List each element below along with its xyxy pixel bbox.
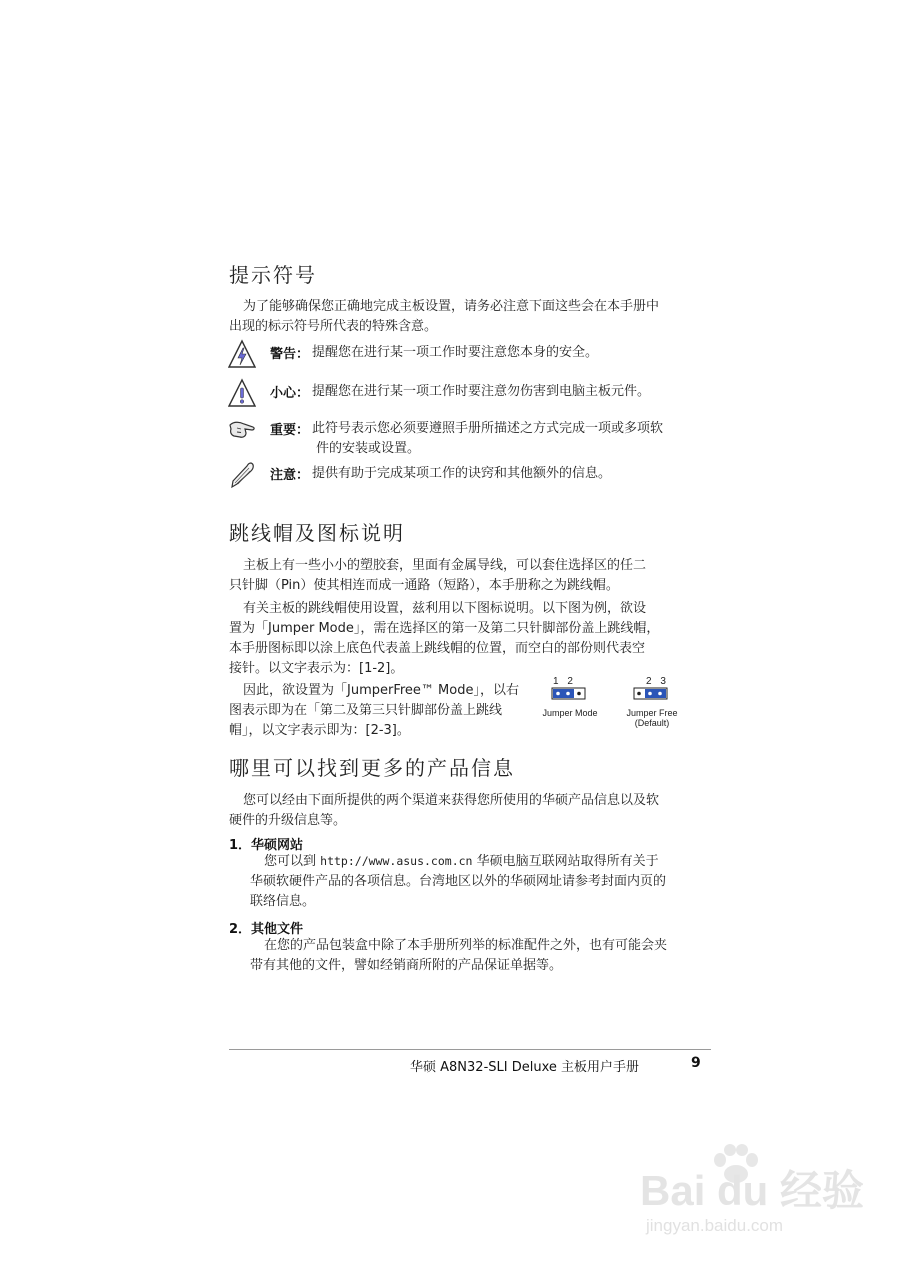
section2-paragraph1: 主板上有一些小小的塑胶套，里面有金属导线，可以套住选择区的任二 只针脚（Pin）使其相连而成一通路（短路），本手册称之为跳线帽。	[229, 558, 647, 593]
item-heading-asus-website: 1．华硕网站	[229, 838, 304, 853]
jumper-caption-default: (Default)	[634, 718, 670, 728]
jumper-pin-numbers: 2 3	[646, 676, 669, 687]
section-title-notice-symbols: 提示符号	[229, 263, 317, 287]
page-number: 9	[691, 1055, 701, 1071]
section2-paragraph2: 有关主板的跳线帽使用设置，兹利用以下图标说明。以下图为例，欲设 置为「Jumper Mode」，需在选择区的第一及第二只针脚部份盖上跳线帽， 本手册图标即以涂上底色代表盖上跳线帽的位置，而空白的部份则代表空 接针。以文字表示为：[1-2]。	[229, 601, 660, 676]
notice-note	[228, 460, 698, 494]
jumper-mode-diagram	[538, 676, 602, 718]
jumper-pins-graphic	[620, 687, 684, 701]
section3-intro: 您可以经由下面所提供的两个渠道来获得您所使用的华硕产品信息以及软 硬件的升级信息等。	[229, 793, 660, 828]
notice-text: 此符号表示您必须要遵照手册所描述之方式完成一项或多项软 件的安装或设置。	[312, 421, 664, 456]
jumper-free-diagram	[620, 676, 684, 728]
jumper-caption: Jumper Mode	[542, 708, 598, 718]
notice-text: 提供有助于完成某项工作的诀窍和其他额外的信息。	[312, 466, 612, 481]
pen-note-icon	[228, 460, 256, 490]
notice-label: 注意：	[270, 468, 310, 483]
item-body-other-documents: 在您的产品包装盒中除了本手册所列举的标准配件之外，也有可能会夹 带有其他的文件，譬如经销商所附的产品保证单据等。	[250, 938, 668, 973]
asus-url-link[interactable]: http://www.asus.com.cn	[320, 854, 473, 868]
jumper-caption: Jumper Free	[626, 708, 678, 718]
footer-manual-title: 华硕 A8N32-SLI Deluxe 主板用户手册	[410, 1060, 639, 1075]
item-heading-other-documents: 2．其他文件	[229, 922, 304, 937]
notice-label: 警告：	[270, 347, 310, 362]
notice-label: 重要：	[270, 423, 310, 438]
notice-text: 提醒您在进行某一项工作时要注意您本身的安全。	[312, 345, 599, 360]
notice-important	[228, 415, 698, 459]
section-title-more-info: 哪里可以找到更多的产品信息	[229, 756, 515, 780]
watermark-brand: Bai du 经验	[640, 1167, 865, 1214]
notice-text: 提醒您在进行某一项工作时要注意勿伤害到电脑主板元件。	[312, 384, 651, 399]
watermark-url: jingyan.baidu.com	[646, 1216, 784, 1235]
jumper-pin-numbers: 1 2	[553, 676, 576, 687]
lightning-warning-icon	[228, 339, 256, 369]
exclamation-caution-icon	[228, 378, 256, 408]
notice-warning	[228, 339, 698, 373]
item-body-asus-website: 您可以到 http://www.asus.com.cn 华硕电脑互联网站取得所有关于 华硕软硬件产品的各项信息。台湾地区以外的华硕网址请参考封面内页的 联络信息。	[250, 854, 667, 909]
section1-intro: 为了能够确保您正确地完成主板设置，请务必注意下面这些会在本手册中 出现的标示符号所代表的特殊含意。	[229, 299, 660, 334]
footer-divider	[229, 1049, 711, 1050]
section-title-jumpers: 跳线帽及图标说明	[229, 521, 405, 545]
notice-label: 小心：	[270, 386, 310, 401]
notice-caution	[228, 378, 698, 412]
section2-paragraph3: 因此，欲设置为「JumperFree™ Mode」，以右 图表示即为在「第二及第三只针脚部份盖上跳线 帽」，以文字表示即为：[2-3]。	[229, 683, 519, 738]
pointing-hand-icon	[228, 415, 256, 445]
baidu-watermark	[640, 1150, 870, 1250]
jumper-pins-graphic	[538, 687, 602, 701]
